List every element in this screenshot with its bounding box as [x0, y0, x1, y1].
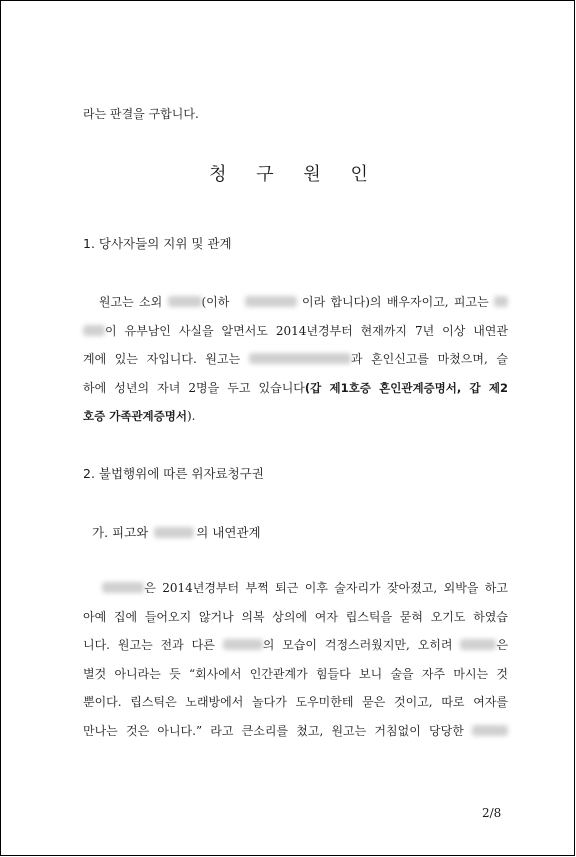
paragraph-line — [83, 717, 508, 746]
text-run: 가. 피고와 — [92, 525, 149, 540]
paragraph-line — [83, 631, 508, 660]
text-run: ). — [186, 409, 196, 423]
paragraph-relationship — [83, 574, 508, 745]
paragraph-line — [83, 603, 508, 632]
text-run: 이라 합니다)의 배우자이고, 피고는 — [296, 295, 494, 309]
redacted-name — [83, 325, 105, 336]
text-run: 계에 있는 자입니다. 원고는 — [83, 352, 249, 366]
text-run: 과 혼인신고를 마쳤으며, 슬 — [350, 352, 508, 366]
paragraph-line — [83, 288, 508, 317]
text-run: 별것 아니라는 듯 “회사에서 인간관계가 힘들다 보니 술을 자주 마시는 것 — [83, 666, 508, 681]
text-run: 원고는 소외 — [98, 295, 168, 309]
text-run: 하에 성년의 자녀 2명을 두고 있습니다 — [83, 380, 305, 395]
heading-tort-claim: 2. 불법행위에 따른 위자료청구권 — [83, 466, 264, 481]
text-run: 이 유부남인 사실을 알면서도 2014년경부터 현재까지 7년 이상 내연관 — [105, 323, 508, 338]
text-run: 의 모습이 걱정스러웠지만, 오히려 — [262, 638, 461, 652]
intro-line: 라는 판결을 구합니다. — [83, 107, 199, 121]
paragraph-parties — [83, 288, 508, 431]
heading-parties: 1. 당사자들의 지위 및 관계 — [83, 236, 232, 251]
section-title: 청 구 원 인 — [209, 164, 380, 185]
redacted-name — [472, 725, 508, 736]
redacted-date-name — [249, 353, 351, 364]
paragraph-line — [83, 574, 508, 603]
paragraph-line — [83, 688, 508, 717]
text-run: 만나는 것은 아니다.” 라고 큰소리를 쳤고, 원고는 거침없이 당당한 — [83, 723, 472, 738]
text-run: 니다. 원고는 전과 다른 — [83, 638, 223, 652]
evidence-reference: 호증 가족관계증명서 — [83, 409, 187, 423]
redacted-name — [245, 296, 297, 307]
redacted-name — [223, 639, 263, 650]
paragraph-line — [83, 374, 508, 403]
text-run: (이하 — [201, 295, 235, 309]
paragraph-line — [83, 345, 508, 374]
page-number: 2/8 — [482, 806, 502, 820]
text-run: 아예 집에 들어오지 않거나 의복 상의에 여자 립스틱을 묻혀 오기도 하였습 — [83, 609, 508, 624]
text-run: 뿐이다. 립스틱은 노래방에서 놀다가 도우미한테 묻은 것이고, 따로 여자를 — [83, 695, 508, 709]
redacted-name — [460, 639, 496, 650]
text-run: 의 내연관계 — [196, 525, 261, 540]
redacted-name — [168, 296, 202, 307]
redacted-name — [102, 582, 144, 593]
paragraph-line — [83, 402, 508, 431]
redacted-name — [154, 527, 194, 538]
text-run: 은 — [496, 638, 508, 652]
evidence-reference: (갑 제1호증 혼인관계증명서, 갑 제2 — [304, 380, 508, 395]
redacted-name — [494, 296, 508, 307]
paragraph-line — [83, 660, 508, 689]
subheading-relationship — [92, 523, 261, 541]
text-run: 은 2014년경부터 부쩍 퇴근 이후 술자리가 잦아졌고, 외박을 하고 — [144, 581, 508, 595]
paragraph-line — [83, 317, 508, 346]
